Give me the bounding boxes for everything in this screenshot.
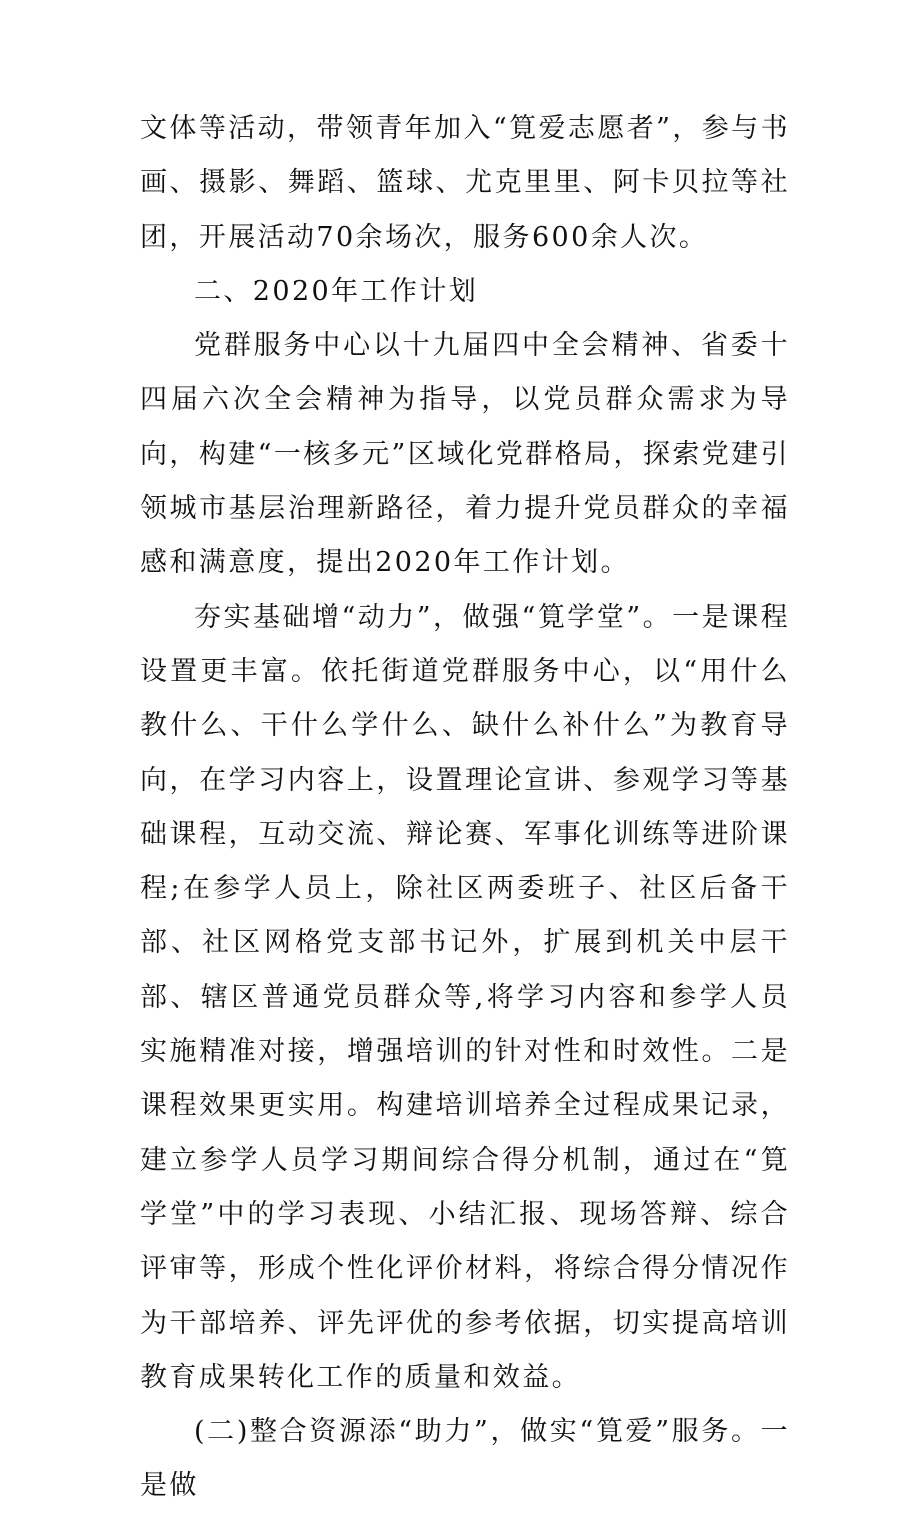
- paragraph-plan-item-2: (二)整合资源添“助力”，做实“筧爱”服务。一是做: [140, 1416, 790, 1502]
- paragraph-continuation: 文体等活动，带领青年加入“筧爱志愿者”，参与书画、摄影、舞蹈、篮球、尤克里里、阿卡贝拉等社团，开展活动70余场次，服务600余人次。: [140, 113, 790, 253]
- paragraph-plan-item-1: 夯实基础增“动力”，做强“筧学堂”。一是课程设置更丰富。依托街道党群服务中心，以“用什么教什么、干什么学什么、缺什么补什么”为教育导向，在学习内容上，设置理论宣讲、参观学习等基础课程，互动交流、辩论赛、军事化训练等进阶课程;在参学人员上，除社区两委班子、社区后备干部、社区网格党支部书记外，扩展到机关中层干部、辖区普通党员群众等,将学习内容和参学人员实施精准对接，增强培训的针对性和时效性。二是课程效果更实用。构建培训培养全过程成果记录，建立参学人员学习期间综合得分机制，通过在“筧学堂”中的学习表现、小结汇报、现场答辩、综合评审等，形成个性化评价材料，将综合得分情况作为干部培养、评先评优的参考依据，切实提高培训教育成果转化工作的质量和效益。: [140, 601, 790, 1393]
- paragraph-intro: 党群服务中心以十九届四中全会精神、省委十四届六次全会精神为指导，以党员群众需求为导向，构建“一核多元”区域化党群格局，探索党建引领城市基层治理新路径，着力提升党员群众的幸福感和满意度，提出2020年工作计划。: [140, 330, 790, 579]
- section-heading: 二、2020年工作计划: [194, 275, 479, 307]
